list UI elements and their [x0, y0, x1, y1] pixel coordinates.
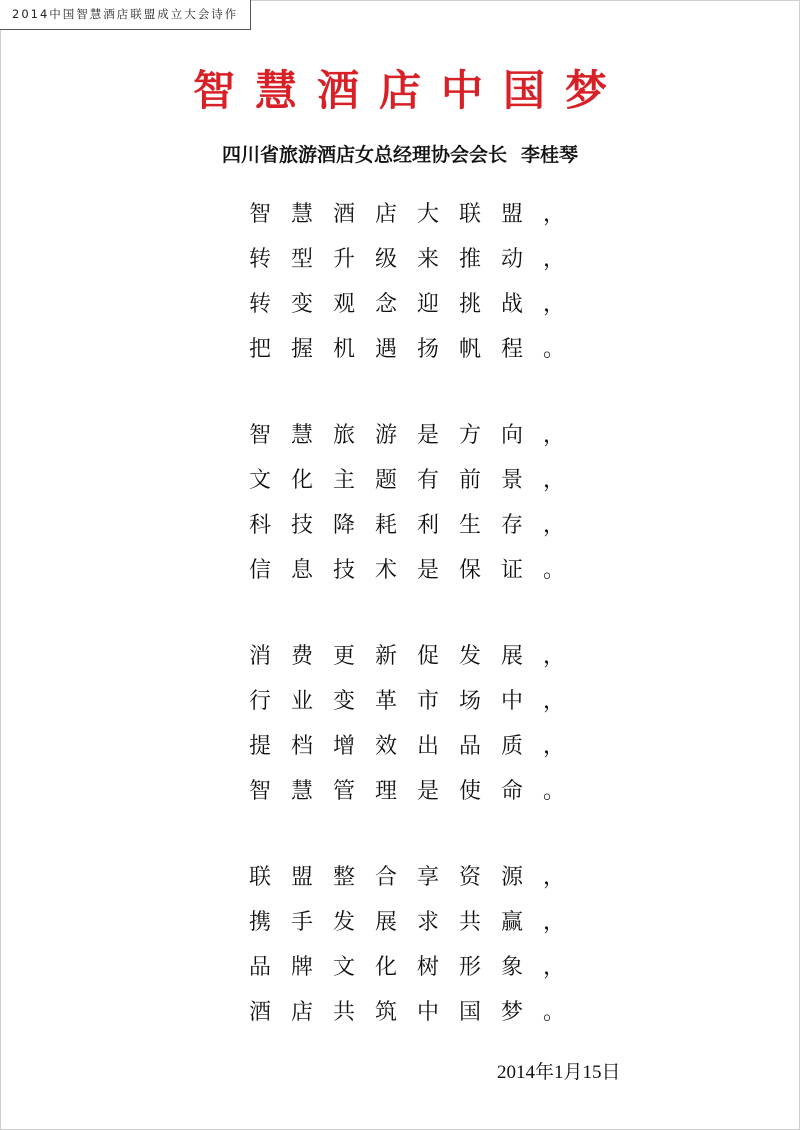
poem-line: 携手发展求共赢，	[249, 910, 566, 935]
stanza-3	[249, 634, 565, 814]
stanza-1	[249, 192, 565, 372]
author-name: 李桂琴	[521, 144, 579, 166]
poem-line: 提档增效出品质，	[249, 734, 566, 759]
poem-line: 转变观念迎挑战，	[249, 292, 566, 317]
poem-line: 信息技术是保证。	[249, 558, 566, 583]
poem-title: 智慧酒店中国梦	[192, 66, 627, 115]
poem-line: 酒店共筑中国梦。	[249, 1000, 566, 1025]
poem-line: 科技降耗利生存，	[249, 513, 566, 538]
author-line	[0, 142, 800, 168]
poem-line: 行业变革市场中，	[249, 689, 566, 714]
author-role: 四川省旅游酒店女总经理协会会长	[221, 144, 507, 166]
poem-line: 转型升级来推动，	[249, 247, 566, 272]
poem-line: 把握机遇扬帆程。	[249, 337, 566, 362]
poem-line: 智慧旅游是方向，	[249, 423, 566, 448]
poem-line: 联盟整合享资源，	[249, 865, 566, 890]
poem-line: 消费更新促发展，	[249, 644, 566, 669]
poem-line: 文化主题有前景，	[249, 468, 566, 493]
poem-line: 智慧管理是使命。	[249, 779, 566, 804]
poem-line: 品牌文化树形象，	[249, 955, 566, 980]
stanza-4	[249, 855, 565, 1035]
poem-date: 2014年1月15日	[497, 1062, 621, 1083]
poem-line: 智慧酒店大联盟，	[249, 202, 566, 227]
stanza-2	[249, 413, 565, 593]
header-label: 2014中国智慧酒店联盟成立大会诗作	[0, 0, 251, 30]
